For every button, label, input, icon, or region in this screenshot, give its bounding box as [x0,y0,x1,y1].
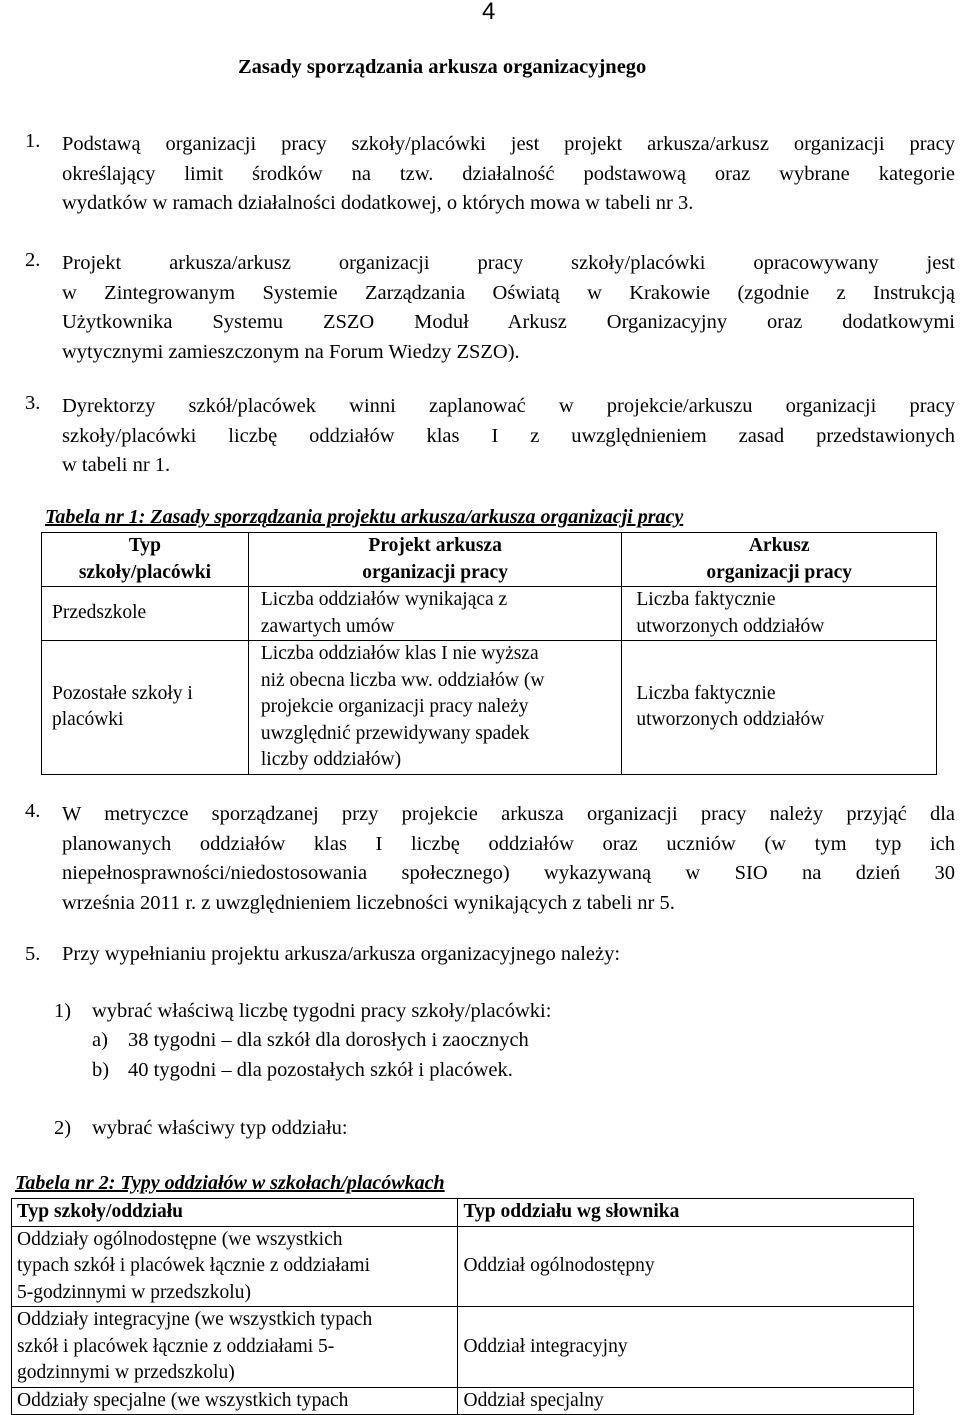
cell-line: utworzonych oddziałów [636,615,825,637]
header-line: Typ [128,535,161,556]
header-line: organizacji pracy [706,561,853,583]
table-cell [12,1307,458,1388]
paragraph-line: Użytkownika Systemu ZSZO Moduł Arkusz Organizacyjny oraz dodatkowymi [62,311,955,333]
cell-line: godzinnymi w przedszkolu) [17,1362,235,1383]
list-number: 1) [54,1000,72,1022]
cell-line: typach szkół i placówek łącznie z oddziałami [17,1255,371,1276]
table-cell [622,587,937,641]
paragraph-number: 2. [25,249,41,271]
paragraph-line: września 2011 r. z uwzględnieniem liczebności wynikających z tabeli nr 5. [62,891,675,914]
paragraph-line: W metryczce sporządzanej przy projekcie arkusza organizacji pracy należy przyjąć dla [62,803,955,825]
cell-line: Liczba faktycznie [636,682,776,704]
table-cell [12,1387,458,1415]
cell-line: zawartych umów [260,615,395,637]
paragraph-line: Dyrektorzy szkół/placówek winni zaplanować w projekcie/arkuszu organizacji pracy [62,395,955,417]
sub-item-text: 40 tygodni – dla pozostałych szkół i placówek. [128,1059,513,1081]
table-header-row [12,1199,914,1227]
paragraph-line: wytycznymi zamieszczonym na Forum Wiedzy ZSZO). [62,340,520,363]
cell-line: placówki [52,709,124,731]
cell-line: 5-godzinnymi w przedszkolu) [17,1281,251,1303]
cell-line: Liczba faktycznie [636,589,776,610]
cell-line: Liczba oddziałów wynikająca z [260,589,508,610]
paragraph-line: Podstawą organizacji pracy szkoły/placówki jest projekt arkusza/arkusz organizacji pracy [62,133,955,155]
paragraph-line: szkoły/placówki liczbę oddziałów klas I z uwzględnieniem zasad przedstawionych [62,424,955,447]
table-cell [42,641,249,775]
table-header-row [42,533,937,587]
table-1 [41,532,937,775]
header-line: Arkusz [748,535,810,556]
table-header-cell [248,533,622,587]
header-line: szkoły/placówki [78,561,212,583]
table-row [12,1307,914,1388]
paragraph-number: 1. [25,130,41,152]
section-heading: Zasady sporządzania arkusza organizacyjnego [238,56,647,78]
table-header-cell: Typ szkoły/oddziału [12,1199,458,1227]
paragraph-line: Przy wypełnianiu projektu arkusza/arkusza organizacyjnego należy: [62,943,621,965]
paragraph-line: określający limit środków na tzw. działalność podstawową oraz wybrane kategorie [62,162,955,185]
cell-line: szkół i placówek łącznie z oddziałami 5- [17,1335,335,1357]
table-cell [42,587,249,641]
cell-line: Pozostałe szkoły i [52,682,193,704]
page-number: 4 [482,0,496,25]
table-cell: Oddział integracyjny [457,1307,914,1388]
cell-line: Oddziały specjalne (we wszystkich typach [17,1389,349,1411]
header-line: Projekt arkusza [368,535,502,556]
table-row [12,1226,914,1307]
cell-line: Przedszkole [52,602,147,624]
cell-line: Liczba oddziałów klas I nie wyższa [260,643,539,664]
paragraph-line: wydatków w ramach działalności dodatkowej, o których mowa w tabeli nr 3. [62,192,694,214]
paragraph-line: Projekt arkusza/arkusz organizacji pracy szkoły/placówki opracowywany jest [62,252,955,274]
paragraph-line: niepełnosprawności/niedostosowania społecznego) wykazywaną w SIO na dzień 30 [62,862,955,884]
table-row [42,587,937,641]
paragraph-number: 3. [25,392,41,414]
cell-line: Oddziały integracyjne (we wszystkich typach [17,1309,373,1330]
table-cell [248,587,622,641]
sub-item-text: 38 tygodni – dla szkół dla dorosłych i zaocznych [128,1029,529,1051]
sub-item-label: a) [92,1029,108,1051]
paragraph-line: planowanych oddziałów klas I liczbę oddziałów oraz uczniów (w tym typ ich [62,832,955,855]
table-cell: Oddział ogólnodostępny [457,1226,914,1307]
paragraph-number: 5. [25,943,41,965]
table-1-caption: Tabela nr 1: Zasady sporządzania projektu arkusza/arkusza organizacji pracy [45,506,684,528]
table-row [12,1387,914,1415]
cell-line: uwzględnić przewidywany spadek [260,722,530,744]
table-2 [11,1198,914,1415]
cell-line: Oddziały ogólnodostępne (we wszystkich [17,1228,343,1250]
table-header-cell [622,533,937,587]
list-text: wybrać właściwą liczbę tygodni pracy szkoły/placówki: [92,1000,552,1022]
list-number: 2) [54,1117,72,1139]
table-cell [12,1226,458,1307]
table-2-caption: Tabela nr 2: Typy oddziałów w szkołach/placówkach [15,1172,445,1194]
sub-item-label: b) [92,1059,110,1081]
header-line: organizacji pracy [362,561,508,583]
cell-line: utworzonych oddziałów [636,709,825,731]
cell-line: liczby oddziałów) [260,749,402,770]
paragraph-number: 4. [25,800,41,822]
cell-line: projekcie organizacji pracy należy [260,696,529,717]
table-cell [622,641,937,775]
paragraph-line: w Zintegrowanym Systemie Zarządzania Oświatą w Krakowie (zgodnie z Instrukcją [62,281,955,304]
paragraph-line: w tabeli nr 1. [62,454,171,476]
list-text: wybrać właściwy typ oddziału: [92,1117,348,1139]
table-row [42,641,937,775]
cell-line: niż obecna liczba ww. oddziałów (w [260,669,545,691]
table-cell [248,641,622,775]
table-header-cell: Typ oddziału wg słownika [457,1199,914,1227]
table-header-cell [42,533,249,587]
table-cell: Oddział specjalny [457,1387,914,1415]
